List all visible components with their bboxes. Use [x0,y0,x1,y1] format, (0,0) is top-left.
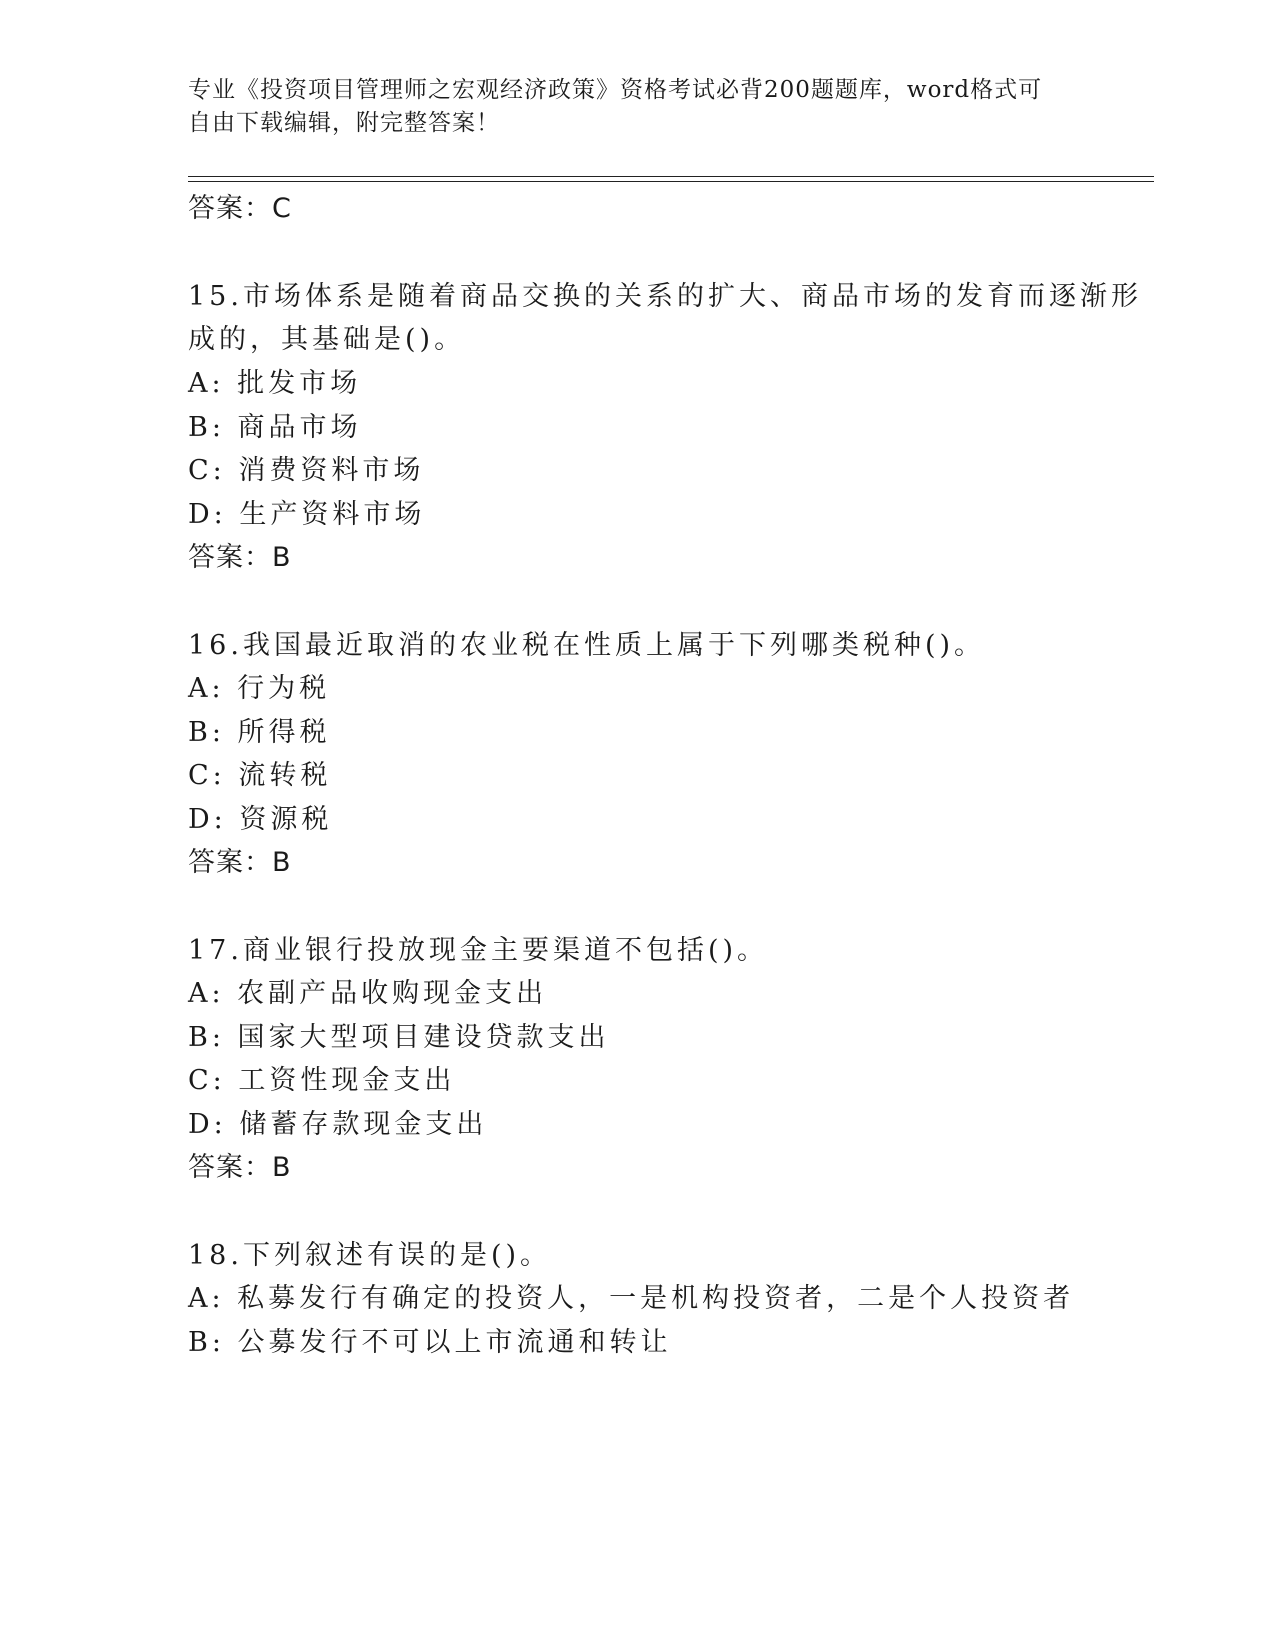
previous-answer: 答案：C [188,193,292,224]
q17-option-a: A: 农副产品收购现金支出 [188,978,548,1009]
header-divider-top [188,176,1154,177]
q17-option-b: B: 国家大型项目建设贷款支出 [188,1022,610,1053]
q16-stem-line-1: 16.我国最近取消的农业税在性质上属于下列哪类税种()。 [188,630,986,661]
header-line-1: 专业《投资项目管理师之宏观经济政策》资格考试必背200题题库，word格式可 [188,77,1043,103]
q18-option-a: A: 私募发行有确定的投资人，一是机构投资者，二是个人投资者 [188,1283,1075,1314]
q15-stem-line-1: 15.市场体系是随着商品交换的关系的扩大、商品市场的发育而逐渐形 [188,281,1142,312]
q17-option-d: D: 储蓄存款现金支出 [188,1109,488,1140]
q15-stem-line-2: 成的，其基础是()。 [188,324,466,355]
q16-option-d: D: 资源税 [188,804,333,835]
q17-answer: 答案：B [188,1152,292,1183]
q17-stem-line-1: 17.商业银行投放现金主要渠道不包括()。 [188,935,769,966]
page-header [188,74,1088,140]
q17-option-c: C: 工资性现金支出 [188,1065,456,1096]
q16-option-c: C: 流转税 [188,760,332,791]
q16-option-b: B: 所得税 [188,717,331,748]
q15-option-d: D: 生产资料市场 [188,499,426,530]
q18-stem-line-1: 18.下列叙述有误的是()。 [188,1240,552,1271]
q15-option-a: A: 批发市场 [188,368,362,399]
q18-option-b: B: 公募发行不可以上市流通和转让 [188,1327,672,1358]
q15-option-b: B: 商品市场 [188,412,362,443]
q16-answer: 答案：B [188,847,292,878]
q16-option-a: A: 行为税 [188,673,331,704]
q15-answer: 答案：B [188,542,292,573]
header-divider-bottom [188,181,1154,182]
header-line-2: 自由下载编辑，附完整答案！ [188,110,500,136]
q15-option-c: C: 消费资料市场 [188,455,425,486]
